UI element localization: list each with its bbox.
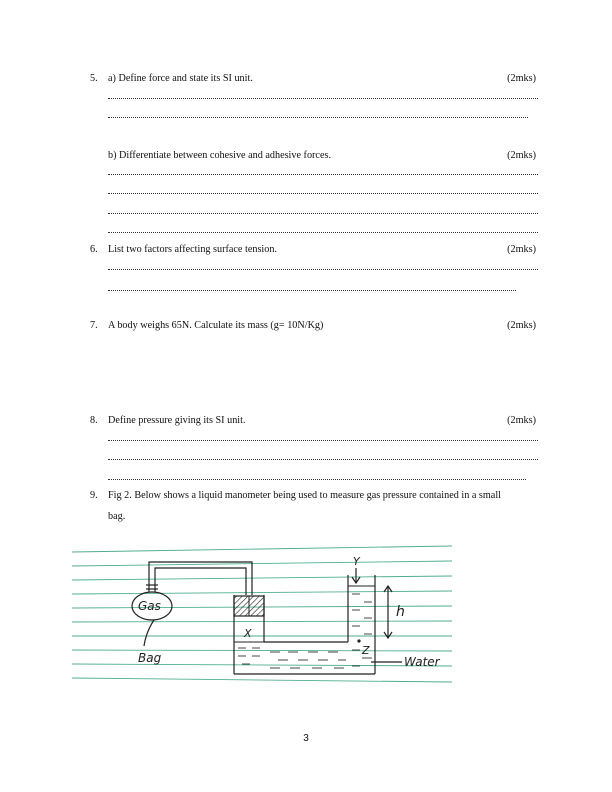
label-y: Y bbox=[353, 555, 360, 568]
answer-line bbox=[108, 440, 538, 441]
point-z bbox=[357, 639, 360, 642]
answer-line bbox=[108, 479, 526, 480]
answer-line bbox=[108, 232, 538, 233]
q8-text: Define pressure giving its SI unit. bbox=[108, 415, 246, 426]
q5a-marks: (2mks) bbox=[507, 73, 536, 84]
answer-line bbox=[108, 213, 538, 214]
answer-line bbox=[108, 459, 538, 460]
q6-text: List two factors affecting surface tension. bbox=[108, 244, 277, 255]
answer-line bbox=[108, 193, 538, 194]
label-bag: Bag bbox=[138, 651, 162, 665]
q9-text-line2: bag. bbox=[108, 511, 126, 522]
label-x: X bbox=[244, 627, 252, 640]
q6-marks: (2mks) bbox=[507, 244, 536, 255]
q7-text: A body weighs 65N. Calculate its mass (g= 10N/Kg) bbox=[108, 320, 324, 331]
q5b-marks: (2mks) bbox=[507, 150, 536, 161]
q9-text-line1: Fig 2. Below shows a liquid manometer being used to measure gas pressure contained in a small bbox=[108, 490, 501, 501]
label-water: Water bbox=[404, 655, 440, 669]
q6-number: 6. bbox=[90, 244, 98, 255]
q7-number: 7. bbox=[90, 320, 98, 331]
page-number: 3 bbox=[303, 733, 309, 744]
answer-line bbox=[108, 269, 538, 270]
q9-number: 9. bbox=[90, 490, 98, 501]
answer-line bbox=[108, 98, 538, 99]
label-h: h bbox=[396, 604, 405, 620]
q5b-text: b) Differentiate between cohesive and adhesive forces. bbox=[108, 150, 331, 161]
label-gas: Gas bbox=[138, 599, 161, 613]
q5a-text: a) Define force and state its SI unit. bbox=[108, 73, 253, 84]
manometer-figure bbox=[66, 540, 458, 690]
q8-marks: (2mks) bbox=[507, 415, 536, 426]
answer-line bbox=[108, 174, 538, 175]
q8-number: 8. bbox=[90, 415, 98, 426]
answer-line bbox=[108, 290, 516, 291]
q7-marks: (2mks) bbox=[507, 320, 536, 331]
label-z: Z bbox=[362, 644, 370, 657]
q5-number: 5. bbox=[90, 73, 98, 84]
answer-line bbox=[108, 117, 528, 118]
